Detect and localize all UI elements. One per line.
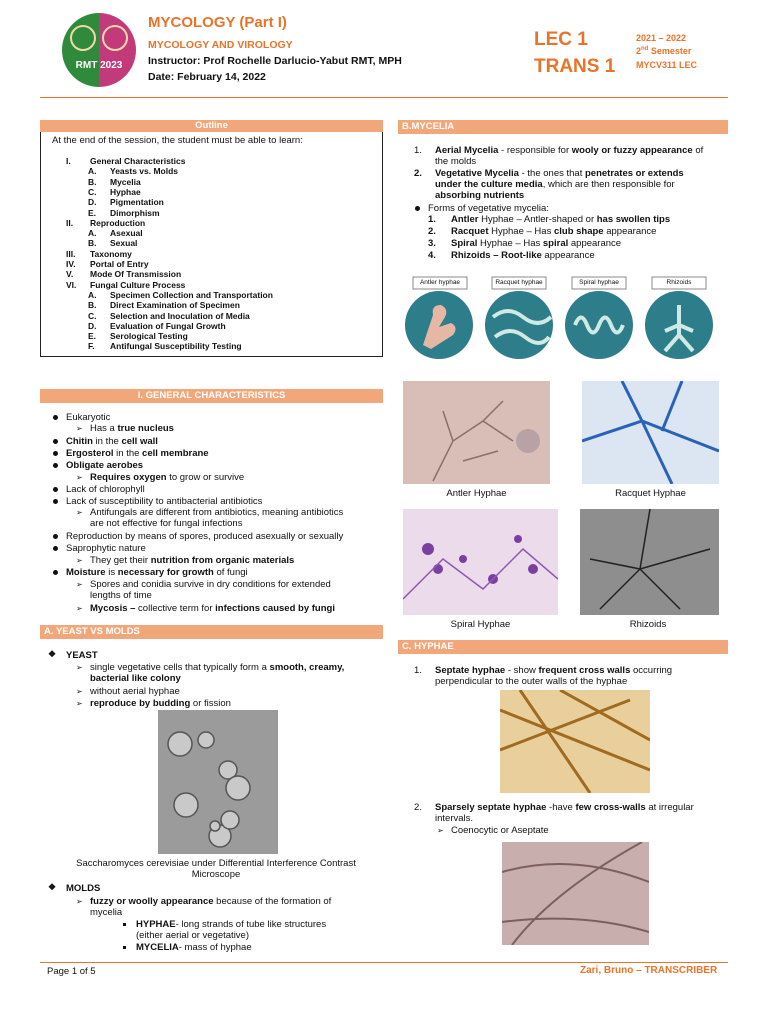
outline-item: Fungal Culture Process (90, 279, 186, 290)
outline-item: Asexual (110, 228, 143, 239)
list-item-continued: perpendicular to the outer walls of the hyphae (435, 676, 628, 687)
molds-label: ❖ MOLDS (66, 883, 100, 894)
outline-item: Selection and Inoculation of Media (110, 310, 250, 321)
outline-item: Direct Examination of Specimen (110, 300, 240, 311)
spiral-hyphae-caption: Spiral Hyphae (450, 619, 511, 630)
outline-item: Hyphae (110, 186, 141, 197)
rmt-2023-logo (62, 13, 136, 87)
outline-item-number: III. (66, 248, 76, 259)
outline-item: Portal of Entry (90, 259, 149, 269)
list-item: ➢ Spores and conidia survive in dry conditions for extended (90, 579, 331, 590)
aseptate-hyphae-micrograph (502, 842, 649, 945)
racquet-hyphae-caption: Racquet Hyphae (615, 488, 686, 499)
list-item: Aerial Mycelia - responsible for wooly or fuzzy appearance of (435, 145, 704, 156)
yeast-caption-line2: Microscope (191, 869, 241, 880)
semester: 2nd Semester (636, 46, 692, 56)
outline-item: Antifungal Susceptibility Testing (110, 341, 242, 352)
list-number: 2. (428, 226, 436, 237)
illustration-label: Rhizoids (666, 279, 692, 286)
mycelia-heading: B.MYCELIA (398, 120, 728, 134)
list-item: Eukaryotic (66, 412, 111, 423)
list-item: HYPHAE- long strands of tube like structures (136, 919, 327, 930)
outline-item-number: A. (88, 166, 97, 177)
list-item-continued: bacterial like colony (90, 673, 181, 684)
footer-rule (40, 962, 728, 963)
list-item: Spiral Hyphae – Has spiral appearance (451, 238, 622, 249)
rhizoids-micrograph (580, 509, 719, 615)
outline-item-number: IV. (66, 259, 76, 269)
list-item: MYCELIA- mass of hyphae (136, 942, 252, 953)
outline-item-number: C. (88, 186, 97, 197)
list-item: ➢ reproduce by budding or fission (90, 698, 231, 709)
illustration-label: Spiral hyphae (579, 279, 619, 286)
outline-item: Mycelia (110, 176, 141, 187)
spiral-hyphae-micrograph (403, 509, 558, 615)
list-item: ➢ Antifungals are different from antibiotics, meaning antibiotics (90, 507, 343, 518)
page-number: Page 1 of 5 (47, 966, 96, 977)
outline-item-number: B. (88, 300, 97, 311)
list-item: Lack of susceptibility to antibacterial antibiotics (66, 496, 263, 507)
yeast-label: ❖ YEAST (66, 650, 98, 661)
list-item-continued: the molds (435, 156, 477, 167)
rhizoids-caption: Rhizoids (629, 619, 667, 630)
list-item: Sparsely septate hyphae -have few cross-walls at irregular (435, 802, 694, 813)
outline-item-number: B. (88, 176, 97, 187)
outline-item: Pigmentation (110, 197, 164, 208)
antler-hyphae-micrograph (403, 381, 550, 484)
outline-item: Specimen Collection and Transportation (110, 289, 273, 300)
list-item-continued: intervals. (435, 813, 474, 824)
yeast-micrograph (158, 710, 278, 854)
list-item: Ergosterol in the cell membrane (66, 448, 209, 459)
outline-item-number: II. (66, 217, 74, 228)
list-number: 1. (428, 214, 436, 225)
document-subtitle: MYCOLOGY AND VIROLOGY (148, 39, 293, 51)
list-item: ➢ Mycosis – collective term for infections caused by fungi (90, 603, 335, 614)
list-number: 4. (428, 250, 436, 261)
outline-item-number: C. (88, 310, 97, 321)
list-item: ➢ without aerial hyphae (90, 686, 180, 697)
outline-item-number: E. (88, 207, 97, 218)
list-item: ➢ They get their nutrition from organic materials (90, 555, 294, 566)
list-number: 3. (428, 238, 436, 249)
list-item: ➢ Has a true nucleus (90, 423, 174, 434)
general-characteristics-heading: I. GENERAL CHARACTERISTICS (40, 389, 383, 403)
hyphae-types-illustration (403, 265, 719, 365)
list-number: 2. (414, 802, 422, 813)
list-item: Chitin in the cell wall (66, 436, 158, 447)
yeast-vs-molds-heading: A. YEAST VS MOLDS (40, 625, 383, 639)
header-rule (40, 97, 728, 98)
list-item: Forms of vegetative mycelia: (428, 203, 549, 214)
list-item: Obligate aerobes (66, 460, 144, 471)
list-item: Saprophytic nature (66, 543, 146, 554)
outline-item-number: A. (88, 289, 97, 300)
list-item: Rhizoids – Root-like appearance (451, 250, 595, 261)
list-item: ➢ Requires oxygen to grow or survive (90, 472, 244, 483)
outline-item-number: F. (88, 341, 95, 352)
list-item-continued: lengths of time (90, 590, 152, 601)
outline-item-number: A. (88, 228, 97, 239)
outline-item: Serological Testing (110, 331, 188, 342)
list-item: Vegetative Mycelia - the ones that penetrates or extends (435, 168, 684, 179)
school-year: 2021 – 2022 (636, 33, 687, 43)
antler-hyphae-caption: Antler Hyphae (446, 488, 507, 499)
outline-item-number: I. (66, 156, 71, 166)
outline-item-number: B. (88, 238, 97, 249)
outline-item: Taxonomy (90, 248, 132, 259)
illustration-label: Antler hyphae (419, 279, 461, 286)
septate-hyphae-micrograph (500, 690, 650, 793)
outline-heading: Outline (40, 120, 383, 132)
list-item-continued: mycelia (90, 907, 123, 918)
lecture-number: LEC 1 (534, 29, 588, 50)
outline-item-number: E. (88, 331, 97, 342)
outline-item-number: V. (66, 269, 74, 280)
outline-item: Evaluation of Fungal Growth (110, 320, 226, 331)
list-item: ➢ fuzzy or woolly appearance because of the formation of (90, 896, 331, 907)
logo-text: RMT 2023 (75, 60, 123, 71)
list-number: 1. (414, 665, 422, 676)
list-item: Septate hyphae - show frequent cross walls occurring (435, 665, 673, 676)
list-item: ➢ Coenocytic or Aseptate (451, 825, 549, 836)
outline-item: General Characteristics (90, 156, 186, 166)
trans-number: TRANS 1 (534, 56, 616, 77)
outline-item: Yeasts vs. Molds (110, 166, 179, 177)
list-item-continued: (either aerial or vegetative) (136, 930, 249, 941)
outline-item-number: D. (88, 320, 97, 331)
outline-item: Sexual (110, 238, 138, 249)
list-item: Antler Hyphae – Antler-shaped or has swollen tips (451, 214, 671, 225)
instructor: Instructor: Prof Rochelle Darlucio-Yabut RMT, MPH (148, 55, 402, 67)
list-item: Reproduction by means of spores, produced asexually or sexually (66, 531, 344, 542)
outline-item-number: VI. (66, 279, 77, 290)
outline-item-number: D. (88, 197, 97, 208)
list-item: ➢ single vegetative cells that typically form a smooth, creamy, (90, 662, 344, 673)
list-item-continued: are not effective for fungal infections (90, 518, 243, 529)
list-item: Racquet Hyphae – Has club shape appearance (451, 226, 657, 237)
list-item-continued: under the culture media, which are then responsible for (435, 179, 675, 190)
outline-intro: At the end of the session, the student must be able to learn: (52, 135, 303, 146)
list-item: Lack of chlorophyll (66, 484, 145, 495)
document-title: MYCOLOGY (Part I) (148, 14, 287, 31)
hyphae-heading: C. HYPHAE (398, 640, 728, 654)
course-code: MYCV311 LEC (636, 60, 698, 70)
list-number: 1. (414, 145, 422, 156)
racquet-hyphae-micrograph (582, 381, 719, 484)
yeast-caption-line1: Saccharomyces cerevisiae under Differential Interference Contrast (76, 858, 356, 869)
list-number: 2. (414, 168, 422, 179)
outline-item: Dimorphism (110, 207, 160, 218)
transcriber: Zari, Bruno – TRANSCRIBER (580, 965, 718, 976)
outline-item: Reproduction (90, 217, 146, 228)
date: Date: February 14, 2022 (148, 71, 266, 83)
list-item-continued: absorbing nutrients (435, 190, 525, 201)
outline-item: Mode Of Transmission (90, 269, 182, 280)
list-item: Moisture is necessary for growth of fungi (66, 567, 248, 578)
illustration-label: Racquet hyphae (495, 279, 543, 286)
